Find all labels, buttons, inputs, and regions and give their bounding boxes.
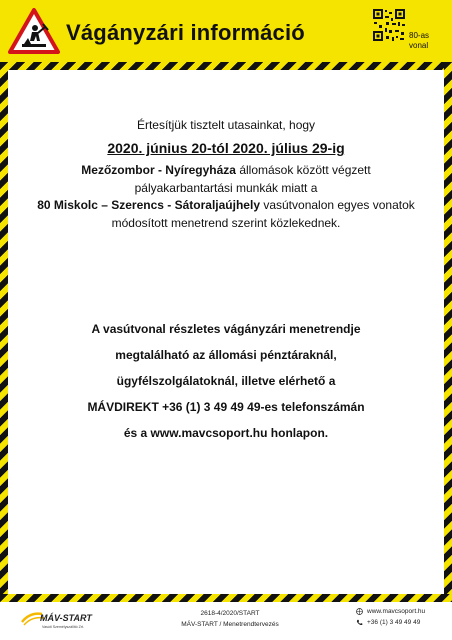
hazard-stripe-left: [0, 62, 8, 602]
qr-code-icon[interactable]: [372, 8, 406, 42]
phone-number[interactable]: +36 (1) 3 49 49 49: [367, 619, 421, 626]
phone-icon: [356, 619, 363, 626]
contact-info: [356, 606, 446, 628]
line-number: 80-as: [409, 31, 430, 40]
stations-text: Mezőzombor - Nyíregyháza: [81, 163, 236, 177]
line-label: [409, 31, 445, 51]
header-bar: [0, 0, 452, 62]
info-block: [32, 316, 420, 446]
paragraph-text-2: vasútvonalon egyes vonatok módosított menetrend szerint közlekednek.: [111, 198, 415, 230]
globe-icon: [356, 608, 363, 615]
website-link[interactable]: www.mavcsoport.hu: [367, 608, 426, 615]
document-reference: [150, 608, 310, 630]
notice-body: [14, 70, 438, 594]
website-row[interactable]: [356, 606, 446, 617]
hazard-stripe-right: [444, 62, 452, 602]
notice-paragraph: [32, 162, 420, 232]
phone-row[interactable]: [356, 617, 446, 628]
footer: [0, 602, 452, 640]
info-line: és a www.mavcsoport.hu honlapon.: [123, 426, 329, 440]
info-line: ügyfélszolgálatoknál, illetve elérhető a: [116, 374, 336, 388]
info-line: A vasútvonal részletes vágányzári menetrendje: [91, 322, 361, 336]
railway-line-text: 80 Miskolc – Szerencs - Sátoraljaújhely: [37, 198, 260, 212]
reference-number: 2618-4/2020/START: [200, 610, 260, 617]
hazard-stripe-top: [0, 62, 452, 70]
mav-start-logo: [20, 608, 98, 630]
line-word: vonal: [409, 41, 429, 50]
hazard-stripe-bottom: [0, 594, 452, 602]
info-line: megtalálható az állomási pénztáraknál,: [115, 348, 337, 362]
intro-text: Értesítjük tisztelt utasainkat, hogy: [136, 118, 316, 132]
warning-sign-icon: [8, 8, 60, 54]
logo-subtext: Vasúti Személyszállító Zrt.: [42, 625, 85, 629]
logo-text: MÁV-START: [40, 613, 92, 623]
page-title: Vágányzári információ: [66, 20, 305, 45]
info-line: MÁVDIREKT +36 (1) 3 49 49 49-es telefonszámán: [87, 400, 365, 414]
reference-department: MÁV-START / Menetrendtervezés: [181, 621, 279, 628]
date-range: 2020. június 20-tól 2020. július 29-ig: [107, 140, 345, 156]
paragraph-text-1: állomások között végzett pályakarbantartási munkák miatt a: [134, 163, 371, 195]
